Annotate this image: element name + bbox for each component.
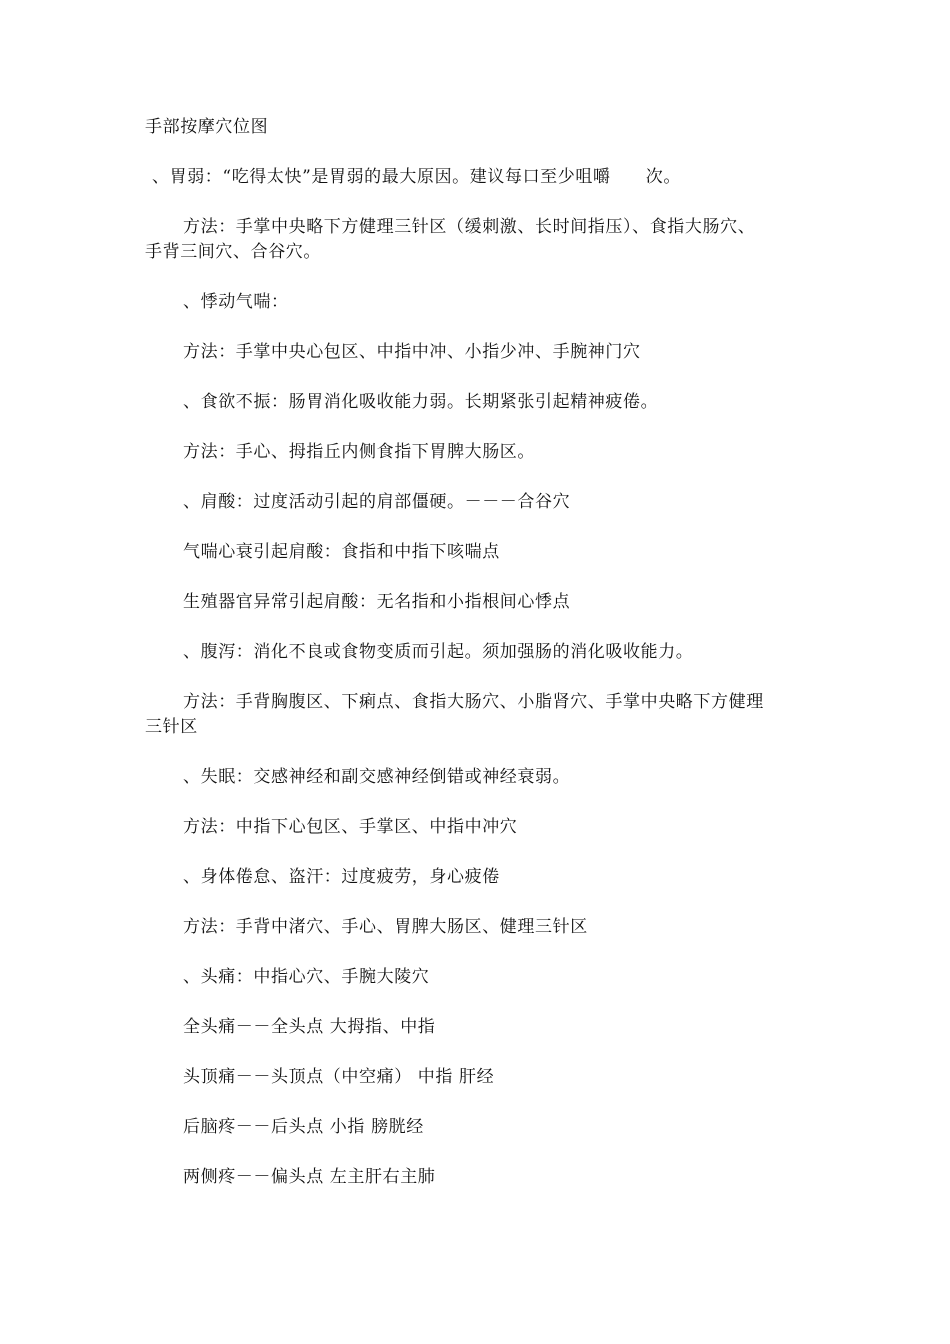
document-title: 手部按摩穴位图 <box>145 117 269 137</box>
paragraph-headache: 、头痛：中指心穴、手腕大陵穴 <box>183 967 430 987</box>
paragraph-shoulder-ache-heart: 气喘心衰引起肩酸：食指和中指下咳喘点 <box>183 542 500 562</box>
paragraph-diarrhea: 、腹泻：消化不良或食物变质而引起。须加强肠的消化吸收能力。 <box>183 642 694 662</box>
paragraph-whole-headache: 全头痛－－全头点 大拇指、中指 <box>183 1017 436 1037</box>
paragraph-stomach-weak: 、胃弱：“吃得太快”是胃弱的最大原因。建议每口至少咀嚼 次。 <box>152 167 681 187</box>
paragraph-method-2: 方法：手掌中央心包区、中指中冲、小指少冲、手腕神门穴 <box>183 342 641 362</box>
paragraph-method-1-cont: 手背三间穴、合谷穴。 <box>145 242 321 262</box>
paragraph-method-3: 方法：手心、拇指丘内侧食指下胃脾大肠区。 <box>183 442 535 462</box>
paragraph-method-5: 方法：中指下心包区、手掌区、中指中冲穴 <box>183 817 518 837</box>
paragraph-method-1: 方法：手掌中央略下方健理三针区（缓刺激、长时间指压）、食指大肠穴、 <box>183 217 756 237</box>
paragraph-shoulder-ache-reproductive: 生殖器官异常引起肩酸：无名指和小指根间心悸点 <box>183 592 571 612</box>
paragraph-method-4: 方法：手背胸腹区、下痢点、食指大肠穴、小脂肾穴、手掌中央略下方健理 <box>183 692 764 712</box>
paragraph-method-4-cont: 三针区 <box>145 717 198 737</box>
paragraph-poor-appetite: 、食欲不振：肠胃消化吸收能力弱。长期紧张引起精神疲倦。 <box>183 392 659 412</box>
paragraph-palpitation: 、悸动气喘： <box>183 292 289 312</box>
paragraph-back-headache: 后脑疼－－后头点 小指 膀胱经 <box>183 1117 424 1137</box>
paragraph-fatigue: 、身体倦怠、盗汗：过度疲劳，身心疲倦 <box>183 867 500 887</box>
paragraph-insomnia: 、失眠：交感神经和副交感神经倒错或神经衰弱。 <box>183 767 571 787</box>
paragraph-side-headache: 两侧疼－－偏头点 左主肝右主肺 <box>183 1167 436 1187</box>
paragraph-method-6: 方法：手背中渚穴、手心、胃脾大肠区、健理三针区 <box>183 917 588 937</box>
paragraph-shoulder-ache: 、肩酸：过度活动引起的肩部僵硬。－－－合谷穴 <box>183 492 571 512</box>
paragraph-top-headache: 头顶痛－－头顶点（中空痛） 中指 肝经 <box>183 1067 495 1087</box>
